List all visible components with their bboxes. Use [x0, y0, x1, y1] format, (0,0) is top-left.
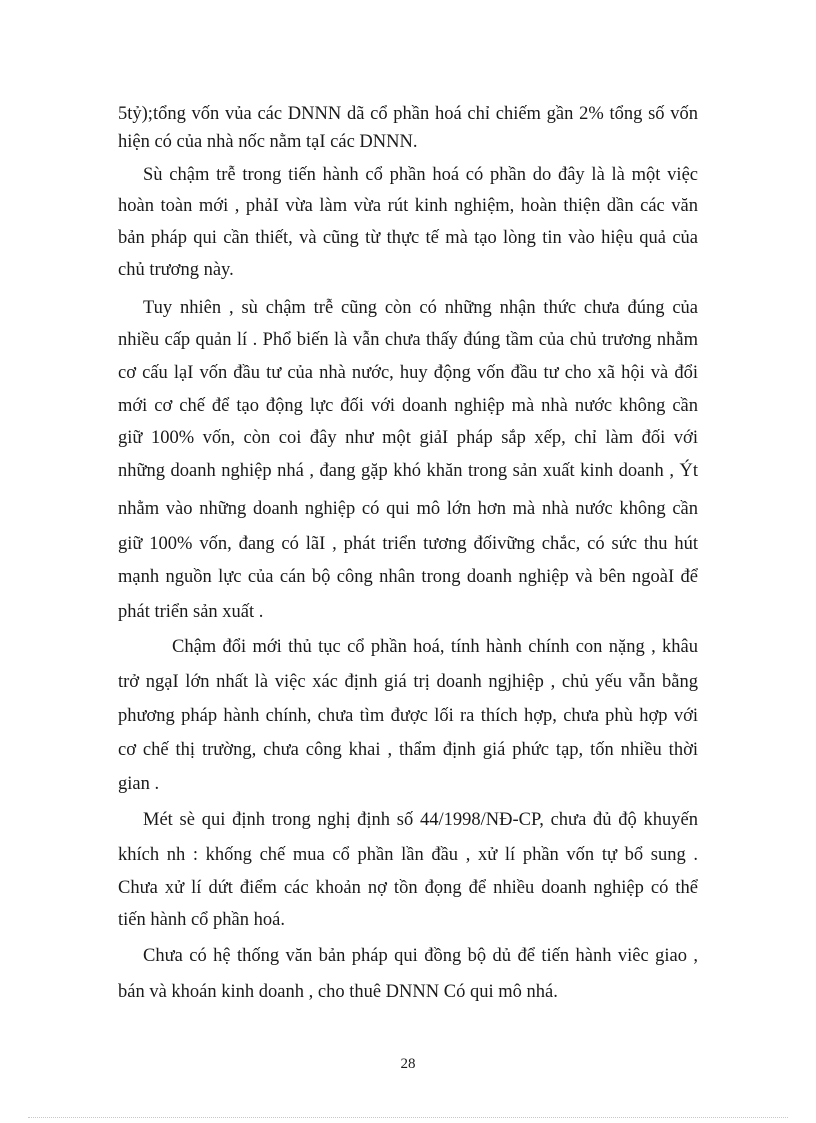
- text-line: Tuy nhiên , sù chậm trễ cũng còn có những nhận thức chưa đúng của: [143, 298, 698, 318]
- bottom-divider: [28, 1117, 788, 1118]
- text-line: Mét sè qui định trong nghị định số 44/1998/NĐ-CP, chưa đủ độ khuyến: [143, 810, 698, 830]
- text-line: Chưa có hệ thống văn bản pháp qui đồng bộ dủ để tiến hành viêc giao ,: [143, 946, 698, 966]
- text-line: Sù chậm trễ trong tiến hành cổ phần hoá có phần do đây là là một việc: [143, 165, 698, 185]
- text-line: hiện có của nhà nốc nằm tạI các DNNN.: [118, 132, 418, 152]
- text-line: khích nh : khống chế mua cổ phần lần đầu , xử lí phần vốn tự bổ sung .: [118, 845, 698, 865]
- page-number: 28: [400, 1056, 416, 1072]
- text-line: phát triển sản xuất .: [118, 602, 264, 622]
- text-line: phương pháp hành chính, chưa tìm được lối ra thích hợp, chưa phù hợp với: [118, 706, 698, 726]
- text-line: Chậm đổi mới thủ tục cổ phần hoá, tính hành chính con nặng , khâu: [172, 637, 698, 657]
- text-line: hoàn toàn mới , phảI vừa làm vừa rút kinh nghiệm, hoàn thiện dần các văn: [118, 196, 698, 216]
- text-line: giữ 100% vốn, đang có lãI , phát triển tương đốivững chắc, có sức thu hút: [118, 534, 698, 554]
- text-line: chủ trương này.: [118, 260, 234, 280]
- text-line: gian .: [118, 774, 160, 794]
- text-line: cơ chế thị trường, chưa công khai , thẩm định giá phức tạp, tốn nhiều thời: [118, 740, 698, 760]
- text-line: bán và khoán kinh doanh , cho thuê DNNN Có qui mô nhá.: [118, 982, 558, 1002]
- text-line: tiến hành cổ phần hoá.: [118, 910, 285, 930]
- text-line: trở ngạI lớn nhất là việc xác định giá trị doanh ngjhiệp , chủ yếu vẫn bằng: [118, 672, 698, 692]
- text-line: 5tỷ);tổng vốn vủa các DNNN dã cổ phần hoá chỉ chiếm gần 2% tổng số vốn: [118, 104, 698, 124]
- text-line: nhằm vào những doanh nghiệp có qui mô lớn hơn mà nhà nước không cần: [118, 499, 698, 519]
- text-line: mạnh nguồn lực của cán bộ công nhân trong doanh nghiệp và bên ngoàI để: [118, 567, 698, 587]
- text-line: Chưa xử lí dứt điểm các khoản nợ tồn đọng để nhiều doanh nghiệp có thể: [118, 878, 698, 898]
- text-line: những doanh nghiệp nhá , đang gặp khó khăn trong sản xuất kinh doanh , Ýt: [118, 461, 698, 481]
- text-line: cơ cấu lạI vốn đầu tư của nhà nước, huy động vốn đầu tư cho xã hội và đổi: [118, 363, 698, 383]
- text-line: nhiều cấp quản lí . Phổ biến là vẫn chưa thấy đúng tầm của chủ trương nhằm: [118, 330, 698, 350]
- text-line: bản pháp qui cần thiết, và cũng từ thực tế mà tạo lòng tin vào hiệu quả của: [118, 228, 698, 248]
- text-line: mới cơ chế để tạo động lực đối với doanh nghiệp mà nhà nước không cần: [118, 396, 698, 416]
- text-line: giữ 100% vốn, còn coi đây như một giảI pháp sắp xếp, chỉ làm đối với: [118, 428, 698, 448]
